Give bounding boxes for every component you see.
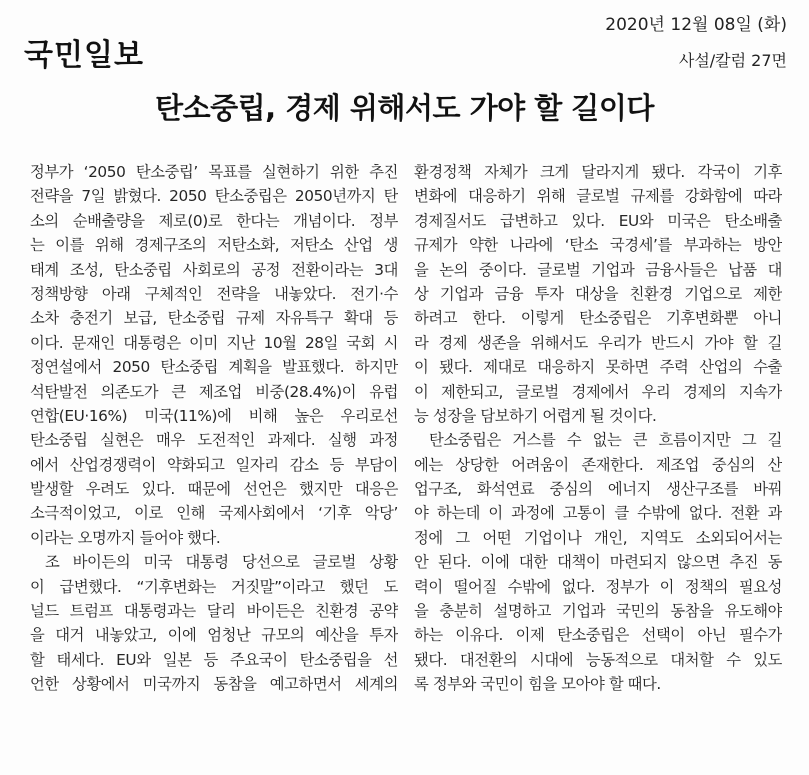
text-line: 석탄발전 의존도가 큰 제조업 비중(28.4%)이 유럽 [30,382,398,401]
section-page-label: 사설/칼럼 27면 [678,51,787,70]
text-line: 탄소중립은 거스를 수 없는 큰 흐름이지만 그 길 [429,431,782,450]
text-line: 정연설에서 2050 탄소중립 계획을 발표했다. 하지만 [30,358,398,377]
text-line: 경제질서도 급변하고 있다. EU와 미국은 탄소배출 [414,211,782,230]
text-line: 록 정부와 국민이 힘을 모아야 할 때다. [414,675,661,694]
text-line: 변화에 대응하기 위해 글로벌 규제를 강화함에 따라 [414,187,782,206]
text-line: 규제가 약한 나라에 ‘탄소 국경세’를 부과하는 방안 [414,236,782,255]
text-line: 야 하는데 이 과정에 고통이 클 수밖에 없다. 전환 과 [414,504,782,523]
text-line: 소의 순배출량을 제로(0)로 한다는 개념이다. 정부 [30,211,398,230]
text-line: 능 성장을 담보하기 어렵게 될 것이다. [414,406,657,425]
text-line: 하는 이유다. 이제 탄소중립은 선택이 아닌 필수가 [414,626,782,645]
publication-date: 2020년 12월 08일 (화) [605,15,787,35]
text-line: 력이 떨어질 수밖에 없다. 정부가 이 정책의 필요성 [414,577,782,596]
text-line: 소차 충전기 보급, 탄소중립 규제 자유특구 확대 등 [30,309,398,328]
text-line: 을 충분히 설명하고 기업과 국민의 동참을 유도해야 [414,602,782,621]
text-line: 발생할 우려도 있다. 때문에 선언은 했지만 대응은 [30,480,398,499]
text-line: 을 논의 중이다. 글로벌 기업과 금융사들은 납품 대 [414,260,782,279]
text-line: 됐다. 대전환의 시대에 능동적으로 대처할 수 있도 [414,650,782,669]
text-line: 소극적이었고, 이로 인해 국제사회에서 ‘기후 악당’ [30,504,398,523]
text-line: 이 제한되고, 글로벌 경제에서 우리 경제의 지속가 [414,382,782,401]
text-line: 이라는 오명까지 들어야 했다. [30,528,221,547]
text-line: 을 대거 내놓았고, 이에 엄청난 규모의 예산을 투자 [30,626,398,645]
text-line: 탄소중립 실현은 매우 도전적인 과제다. 실행 과정 [30,431,398,450]
article-headline: 탄소중립, 경제 위해서도 가야 할 길이다 [155,91,654,125]
text-line: 전략을 7일 밝혔다. 2050 탄소중립은 2050년까지 탄 [30,187,398,206]
text-line: 이 급변했다. “기후변화는 거짓말”이라고 했던 도 [30,577,398,596]
text-line: 조 바이든의 미국 대통령 당선으로 글로벌 상황 [45,553,398,572]
text-line: 널드 트럼프 대통령과는 달리 바이든은 친환경 공약 [30,602,398,621]
text-line: 태계 조성, 탄소중립 사회로의 공정 전환이라는 3대 [30,260,398,279]
text-line: 하려고 한다. 이렇게 탄소중립은 기후변화뿐 아니 [414,309,782,328]
text-line: 할 태세다. EU와 일본 등 주요국이 탄소중립을 선 [30,650,398,669]
text-line: 연합(EU·16%) 미국(11%)에 비해 높은 우리로선 [30,406,398,425]
text-line: 이다. 문재인 대통령은 이미 지난 10월 28일 국회 시 [30,333,398,352]
text-line: 안 된다. 이에 대한 대책이 마련되지 않으면 추진 동 [414,553,782,572]
article-column-left [30,160,398,697]
text-line: 는 이를 위해 경제구조의 저탄소화, 저탄소 산업 생 [30,236,398,255]
text-line: 언한 상황에서 미국까지 동참을 예고하면서 세계의 [30,675,398,694]
text-line: 에서 산업경쟁력이 약화되고 일자리 감소 등 부담이 [30,455,398,474]
article-column-right [414,160,782,697]
text-line: 환경정책 자체가 크게 달라지게 됐다. 각국이 기후 [414,163,782,181]
text-line: 정에 그 어떤 기업이나 개인, 지역도 소외되어서는 [414,528,782,547]
text-line: 정책방향 아래 구체적인 전략을 내놓았다. 전기·수 [30,284,398,303]
text-line: 에는 상당한 어려움이 존재한다. 제조업 중심의 산 [414,455,782,474]
text-line: 업구조, 화석연료 중심의 에너지 생산구조를 바꿔 [414,480,782,499]
text-line: 정부가 ‘2050 탄소중립’ 목표를 실현하기 위한 추진 [30,163,398,181]
text-line: 상 기업과 금융 투자 대상을 친환경 기업으로 제한 [414,284,782,303]
text-line: 라 경제 생존을 위해서도 우리가 반드시 가야 할 길 [414,333,782,352]
newspaper-masthead: 국민일보 [24,38,144,73]
text-line: 이 됐다. 제대로 대응하지 못하면 주력 산업의 수출 [414,358,782,377]
